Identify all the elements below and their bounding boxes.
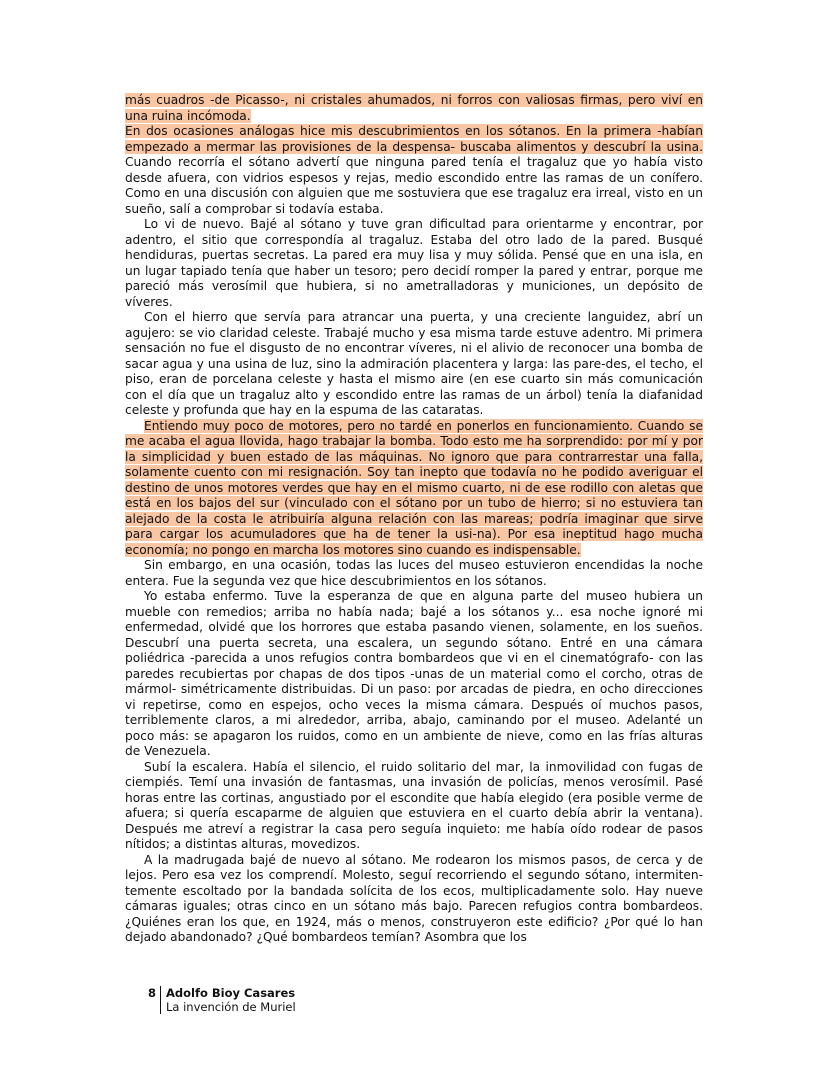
highlighted-text: más cuadros -de Picasso-, ni cristales ahumados, ni forros con valiosas firmas, pero viví en una ruina incómoda. [125,93,703,123]
paragraph [125,589,703,760]
footer-author: Adolfo Bioy Casares [166,986,296,1000]
paragraph [125,419,703,559]
paragraph [125,124,703,217]
paragraph [125,558,703,589]
text-segment: Subí la escalera. Había el silencio, el ruido solitario del mar, la inmovilidad con fugas de ciempiés. Temí una invasión de fantasmas, una invasión de policías, menos verosímil. Pasé horas entre las cortinas, angustiado por el escondite que había elegido (era posible verme de afuera; si quería escaparme de alguien que estuviera en el cuarto debía abrir la ventana). Después me atreví a registrar la casa pero seguía inquieto: me había oído rodear de pasos nítidos; a distintas alturas, movedizos. [125,759,703,851]
page-number: 8 [148,986,157,1000]
highlighted-text: En dos ocasiones análogas hice mis descubrimientos en los sótanos. En la primera -habían empezado a mermar las provisiones de la despensa- buscaba alimentos y descubrí la usina. [125,124,703,154]
paragraph [125,93,703,124]
document-body [125,93,703,946]
highlighted-text: Entiendo muy poco de motores, pero no tardé en ponerlos en funcionamiento. Cuando se me acaba el agua llovida, hago trabajar la bomba. Todo esto me ha sorprendido: por mí y por la simplicidad y buen estado de las máquinas. No ignoro que para contrarrestar una falla, solamente cuento con mi resignación. Soy tan inepto que todavía no he podido averiguar el destino de unos motores verdes que hay en el mismo cuarto, ni de ese rodillo con aletas que está en los bajos del sur (vinculado con el sótano por un tubo de hierro; si no estuviera tan alejado de la costa le atribuiría alguna relación con las mareas; podría imaginar que sirve para cargar los acumuladores que ha de tener la usi-na). Por esa ineptitud hago mucha economía; no pongo en marcha los motores sino cuando es indispensable. [125,418,703,557]
paragraph [125,760,703,853]
paragraph [125,217,703,310]
text-segment: Cuando recorría el sótano advertí que ninguna pared tenía el tragaluz que yo había visto desde afuera, con vidrios espesos y rejas, medio escondido entre las ramas de un conífero. Como en una discusión con alguien que me sostuviera que ese tragaluz era irreal, visto en un sueño, salí a comprobar si todavía estaba. [125,155,703,216]
text-segment: Yo estaba enfermo. Tuve la esperanza de que en alguna parte del museo hubiera un mueble con remedios; arriba no había nada; bajé a los sótanos y... esa noche ignoré mi enfermedad, olvidé que los horrores que estaba pasando vienen, solamente, en los sueños. Descubrí una puerta secreta, una escalera, un segundo sótano. Entré en una cámara poliédrica -parecida a unos refugios contra bombardeos que vi en el cinematógrafo- con las paredes recubiertas por chapas de dos tipos -unas de un material como el corcho, otras de mármol- simétricamente distribuidas. Di un paso: por arcadas de piedra, en ocho direcciones vi repetirse, como en espejos, ocho veces la misma cámara. Después oí muchos pasos, terriblemente claros, a mi alrededor, arriba, abajo, caminando por el museo. Adelanté un poco más: se apagaron los ruidos, como en un ambiente de nieve, como en las frías alturas de Venezuela. [125,589,703,758]
text-segment: Con el hierro que servía para atrancar una puerta, y una creciente languidez, abrí un agujero: se vio claridad celeste. Trabajé mucho y esa misma tarde estuve adentro. Mi primera sensación no fue el disgusto de no encontrar víveres, ni el alivio de reconocer una bomba de sacar agua y una usina de luz, sino la admiración placentera y larga: las pare-des, el techo, el piso, eran de porcelana celeste y hasta el mismo aire (en ese cuarto sin más comunicación con el día que un tragaluz alto y escondido entre las ramas de un árbol) tenía la diafanidad celeste y profunda que hay en la espuma de las cataratas. [125,310,703,417]
paragraph [125,853,703,946]
text-segment: Lo vi de nuevo. Bajé al sótano y tuve gran dificultad para orientarme y encontrar, por adentro, el sitio que correspondía al tragaluz. Estaba del otro lado de la pared. Busqué hendiduras, puertas secretas. La pared era muy lisa y muy sólida. Pensé que en una isla, en un lugar tapiado tenía que haber un tesoro; pero decidí romper la pared y entrar, porque me pareció más verosímil que hubiera, si no ametralladoras y municiones, un depósito de víveres. [125,217,703,309]
footer-divider [160,986,161,1014]
text-segment: Sin embargo, en una ocasión, todas las luces del museo estuvieron encendidas la noche entera. Fue la segunda vez que hice descubrimientos en los sótanos. [125,558,703,588]
paragraph [125,310,703,419]
text-segment: A la madrugada bajé de nuevo al sótano. Me rodearon los mismos pasos, de cerca y de lejos. Pero esa vez los comprendí. Molesto, seguí recorriendo el segundo sótano, intermiten-temente escoltado por la bandada solícita de los ecos, multiplicadamente solo. Hay nueve cámaras iguales; otras cinco en un sótano más bajo. Parecen refugios contra bombardeos. ¿Quiénes eran los que, en 1924, más o menos, construyeron este edificio? ¿Por qué lo han dejado abandonado? ¿Qué bombardeos temían? Asombra que los [125,852,703,944]
footer-book-title: La invención de Muriel [166,1000,296,1014]
